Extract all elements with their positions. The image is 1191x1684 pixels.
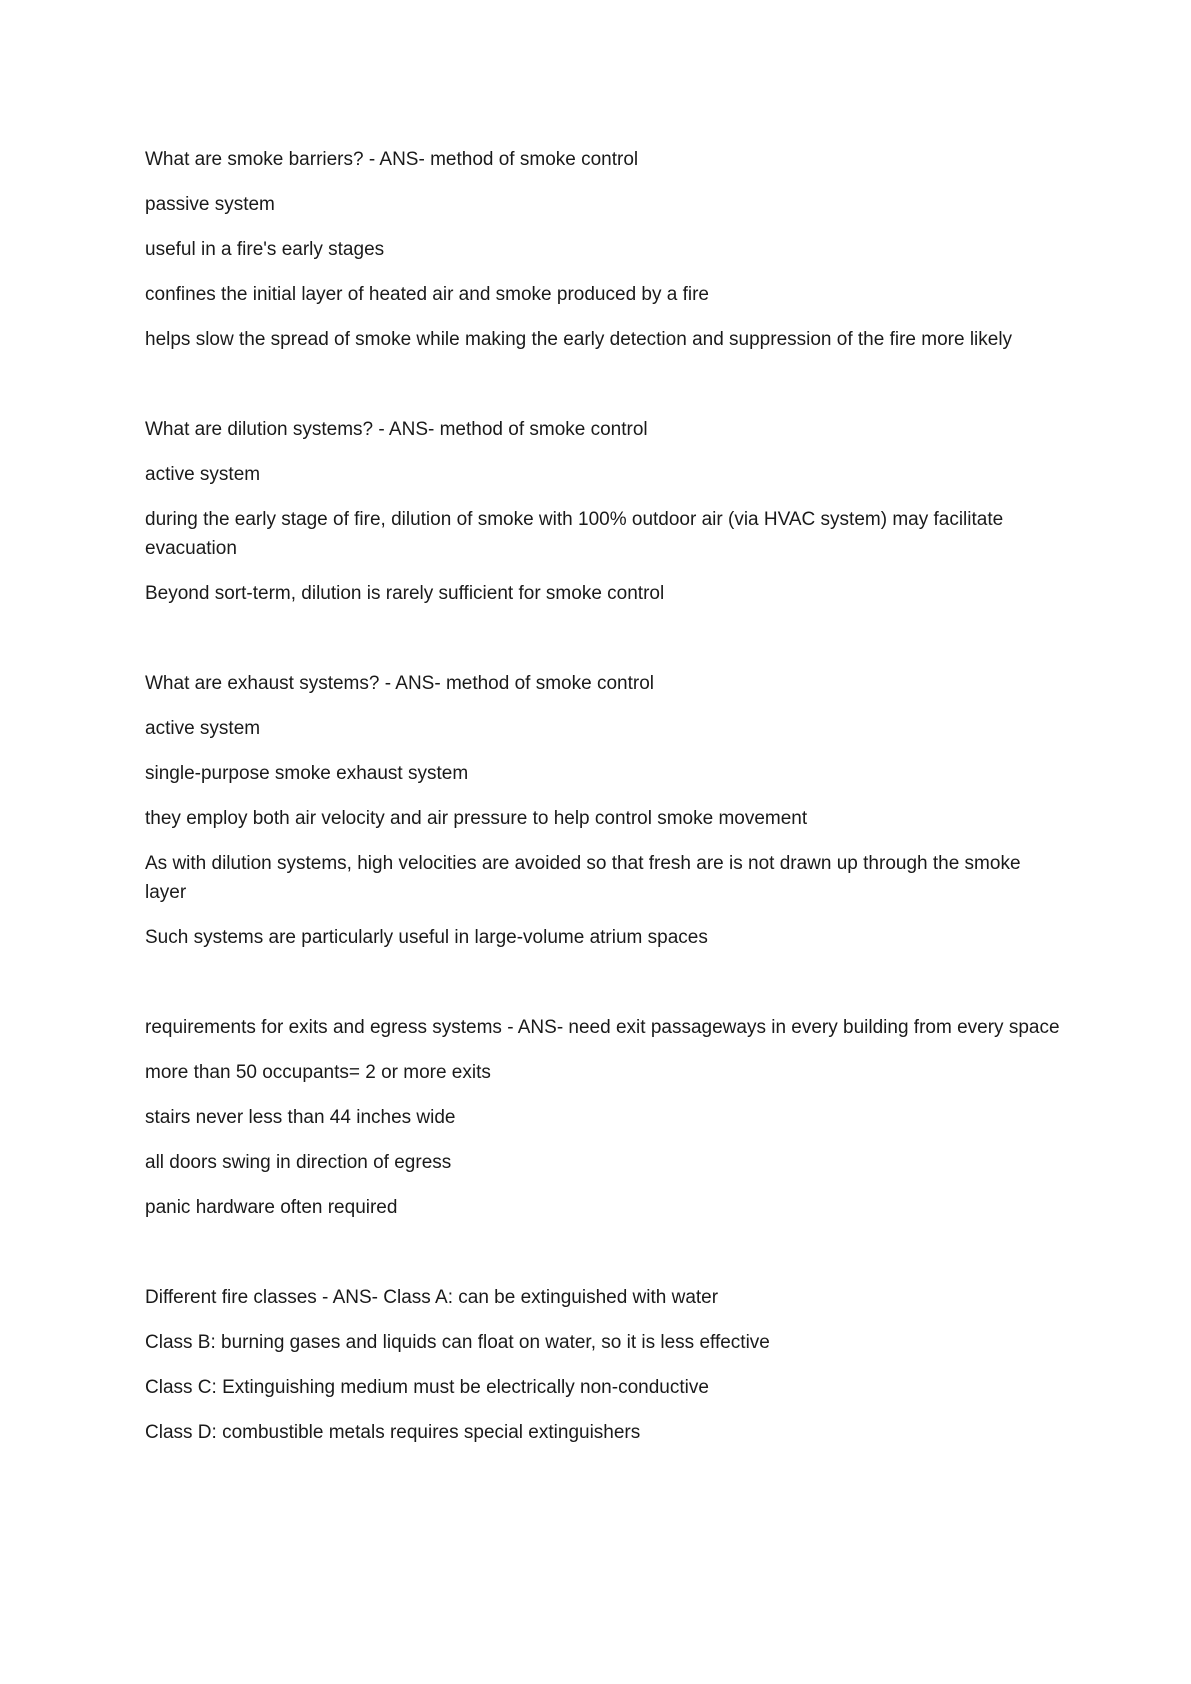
answer-line: single-purpose smoke exhaust system <box>145 763 469 784</box>
question-line: What are smoke barriers? - ANS- method of smoke control <box>145 149 639 170</box>
answer-line: stairs never less than 44 inches wide <box>145 1107 456 1128</box>
answer-line: panic hardware often required <box>145 1197 398 1218</box>
answer-line: confines the initial layer of heated air and smoke produced by a fire <box>145 284 709 305</box>
answer-line: passive system <box>145 194 275 215</box>
document-body <box>145 145 1065 1508</box>
answer-line: active system <box>145 718 261 739</box>
answer-line: Class B: burning gases and liquids can float on water, so it is less effective <box>145 1332 770 1353</box>
answer-line: Such systems are particularly useful in large-volume atrium spaces <box>145 927 708 948</box>
flashcard-fire-classes <box>145 1283 1065 1447</box>
answer-line: they employ both air velocity and air pressure to help control smoke movement <box>145 808 808 829</box>
flashcard-smoke-barriers <box>145 145 1065 354</box>
flashcard-dilution-systems <box>145 415 1065 608</box>
answer-line: useful in a fire's early stages <box>145 239 385 260</box>
question-line: What are exhaust systems? - ANS- method of smoke control <box>145 673 654 694</box>
answer-line: As with dilution systems, high velocities are avoided so that fresh are is not drawn up through the smoke layer <box>145 853 1021 903</box>
answer-line: during the early stage of fire, dilution of smoke with 100% outdoor air (via HVAC system) may facilitate evacuation <box>145 509 1004 559</box>
answer-line: active system <box>145 464 261 485</box>
flashcard-exhaust-systems <box>145 669 1065 952</box>
answer-line: helps slow the spread of smoke while making the early detection and suppression of the fire more likely <box>145 329 1013 350</box>
answer-line: Class D: combustible metals requires special extinguishers <box>145 1422 641 1443</box>
question-line: Different fire classes - ANS- Class A: can be extinguished with water <box>145 1287 719 1308</box>
question-line: What are dilution systems? - ANS- method of smoke control <box>145 419 648 440</box>
answer-line: more than 50 occupants= 2 or more exits <box>145 1062 491 1083</box>
flashcard-exit-requirements <box>145 1013 1065 1222</box>
answer-line: Beyond sort-term, dilution is rarely sufficient for smoke control <box>145 583 665 604</box>
answer-line: Class C: Extinguishing medium must be electrically non-conductive <box>145 1377 709 1398</box>
answer-line: all doors swing in direction of egress <box>145 1152 452 1173</box>
question-line: requirements for exits and egress systems - ANS- need exit passageways in every building from every space <box>145 1017 1060 1038</box>
